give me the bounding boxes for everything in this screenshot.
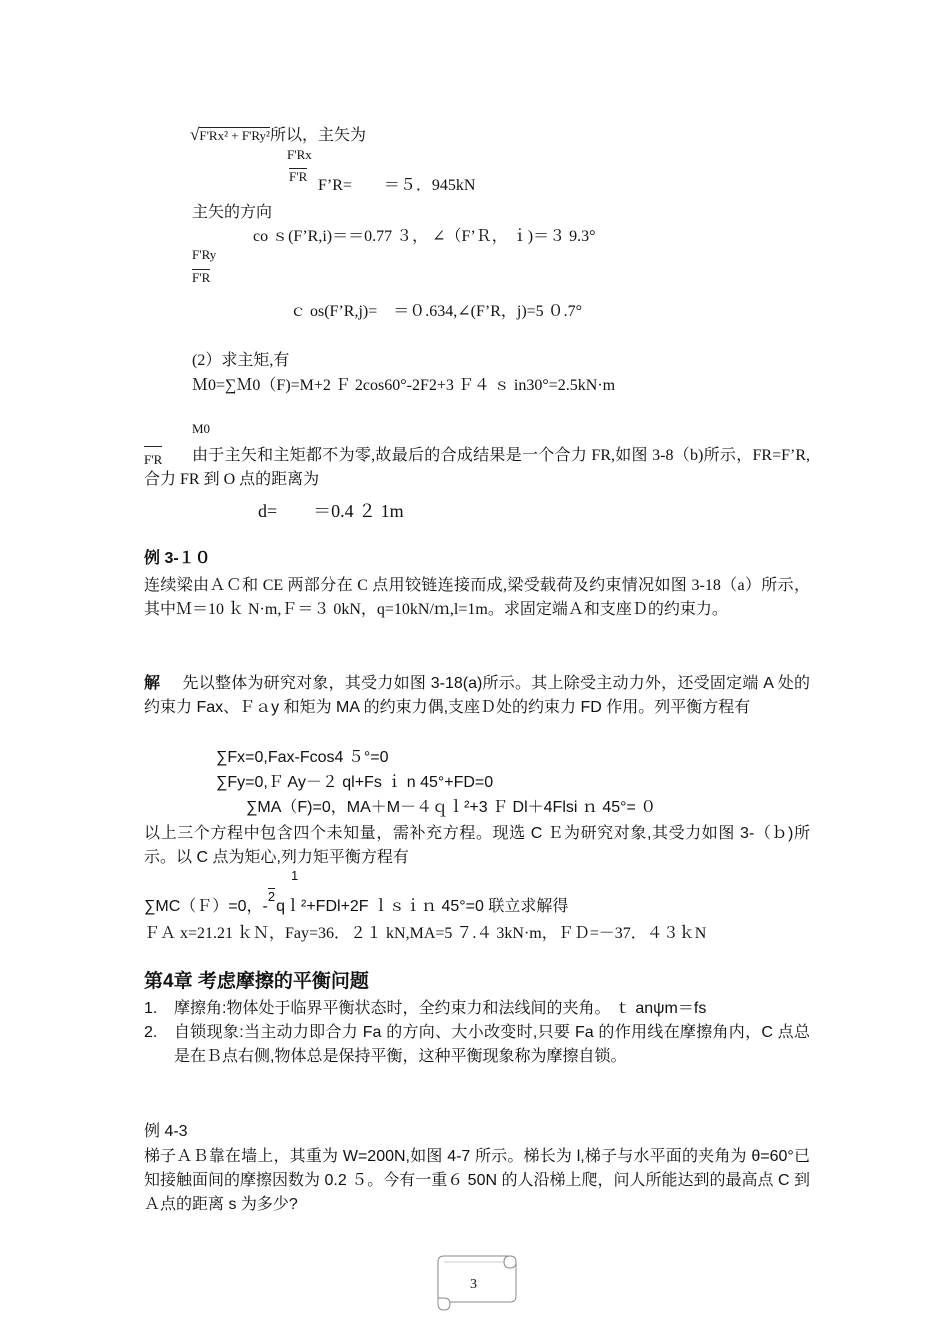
list-item-number: 2. (144, 1024, 158, 1041)
page-number-scroll (430, 1252, 520, 1314)
frac2-denominator: F'R (192, 270, 211, 285)
moment-label: (2）求主矩,有 (192, 352, 290, 369)
frac2-numerator: F'Ry (192, 247, 217, 262)
equation-mc (144, 889, 569, 916)
frac1-denominator: F'R (289, 169, 308, 184)
half-frac-denominator: 2 (267, 889, 276, 904)
list-item (144, 1021, 810, 1069)
equation-mc-end: qｌ²+FDl+2F ｌｓｉｎ 45°=0 联立求解得 (276, 898, 569, 915)
principal-vector-eq: F’R= ＝５．945kN (318, 177, 476, 194)
moment-eq: Ｍ0=∑Ｍ0（F)=M+2 Ｆ 2cos60°-2F2+3 Ｆ４ ｓ in30°=2.5kN·m (192, 377, 616, 394)
frac3-denominator: F'R (144, 446, 162, 472)
line1-text: 所以，主矢为 (269, 127, 366, 144)
sqrt-content: F'Rx² + F'Ry² (199, 128, 270, 143)
result-text: 由于主矢和主矩都不为零,故最后的合成结果是一个合力 FR,如图 3-8（b)所示，FR=F’R,合力 FR 到 O 点的距离为 (144, 447, 810, 488)
page-number: 3 (470, 1277, 477, 1292)
sqrt-expression (190, 126, 366, 145)
chapter-4-list (144, 997, 810, 1069)
equation-fy: ∑Fy=0,Ｆ Ay－２ ql+Fs ｉ n 45°+FD=0 (216, 774, 494, 791)
supplement-paragraph: 以上三个方程中包含四个未知量，需补充方程。现选 C Ｅ为研究对象,其受力如图 3-（ｂ)所示。以 C 点为矩心,列力矩平衡方程有 (144, 825, 810, 866)
cos-i-eq: co ｓ(F’R,i)＝＝0.77 ３， ∠（F’Ｒ， ｉ)＝３ 9.3° (253, 228, 596, 245)
sqrt-radical: √ (190, 125, 200, 144)
chapter-4-title: 第4章 考虑摩擦的平衡问题 (144, 971, 369, 992)
solution-label: 解 (144, 675, 161, 692)
distance-eq: d= ＝0.4 ２ 1m (258, 501, 404, 521)
example-3-10-problem: 连续梁由ＡＣ和 CE 两部分在 C 点用铰链连接而成,梁受载荷及约束情况如图 3-18（a）所示，其中Ｍ＝10 ｋ N·m,Ｆ＝３ 0kN，q=10kN/ｍ,l=1m。求固定端Ａ和支座Ｄ的约束力。 (144, 577, 810, 618)
frac1-numerator: F'Rx (287, 147, 312, 162)
solution-paragraph (144, 672, 810, 720)
solution-result: ＦＡ x=21.21 ｋＮ，Fay=36．２１ kN,MA=5 ７.４ 3kN·m，ＦＤ=－37．４３ｋN (144, 925, 707, 942)
direction-label: 主矢的方向 (192, 204, 273, 221)
frac3-numerator: M0 (192, 421, 211, 436)
equation-ma: ∑MA（F)=0，MA＋M－４ｑｌ²+3 Ｆ Dl＋4Flsi ｎ 45°= ０ (246, 799, 657, 816)
equation-mc-start: ∑MC（Ｆ）=0，- (144, 898, 268, 915)
equation-fx: ∑Fx=0,Fax-Fcos4 ５°=0 (216, 749, 389, 766)
list-item-text: 自锁现象:当主动力即合力 Fa 的方向、大小改变时,只要 Fa 的作用线在摩擦角内，C 点总是在Ｂ点右侧,物体总是保持平衡，这种平衡现象称为摩擦自锁。 (174, 1024, 810, 1065)
solution-text: 先以整体为研究对象，其受力如图 3-18(a)所示。其上除受主动力外，还受固定端 A 处的约束力 Fax、Ｆａy 和矩为 MA 的约束力偶,支座Ｄ处的约束力 FD 作用。列平衡方程有 (144, 675, 810, 716)
list-item-text: 摩擦角:物体处于临界平衡状态时，全约束力和法线间的夹角。 ｔ anψm＝fs (174, 1000, 707, 1017)
cos-j-eq: ｃ os(F’R,j)= ＝０.634,∠(F’R，j)=5 ０.7° (290, 303, 583, 320)
example-4-3-text: 梯子ＡＢ靠在墙上，其重为 W=200N,如图 4-7 所示。梯长为 l,梯子与水平面的夹角为 θ=60°已知接触面间的摩擦因数为 0.2 ５。今有一重６ 50N 的人沿梯上爬，问人所能达到的最高点 C 到Ａ点的距离 s 为多少? (144, 1148, 810, 1213)
list-item-number: 1. (144, 1000, 158, 1017)
example-4-3-title: 例 4-3 (144, 1123, 188, 1140)
result-paragraph (144, 444, 810, 492)
example-3-10-title: 例 3-１０ (144, 550, 211, 567)
list-item (144, 997, 810, 1021)
half-frac-numerator: 1 (291, 868, 299, 883)
